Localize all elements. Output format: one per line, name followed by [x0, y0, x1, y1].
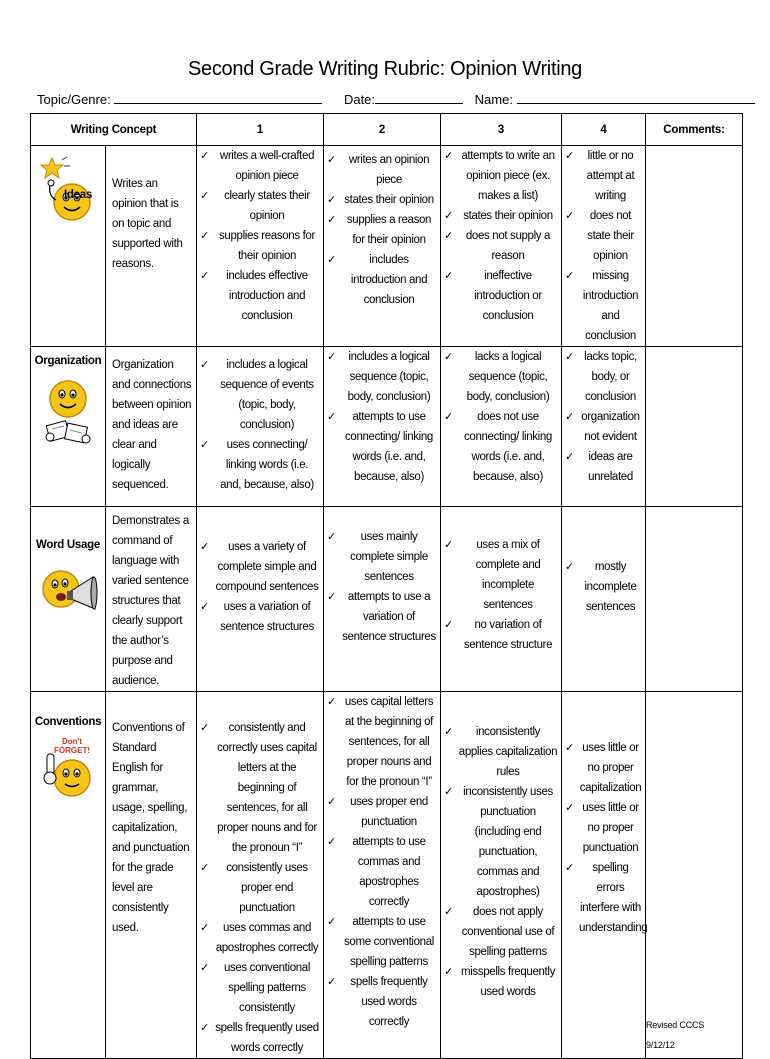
list-item [444, 782, 558, 902]
level-2-cell [324, 507, 441, 692]
header-comments: Comments: [646, 114, 743, 146]
list-item [444, 266, 558, 326]
checkmark-icon: ✓ [444, 906, 453, 918]
checkmark-icon: ✓ [444, 150, 453, 162]
table-row-conventions [31, 692, 743, 1059]
level-2-cell [324, 347, 441, 507]
list-item [200, 718, 320, 858]
concept-cell-organization [31, 347, 106, 507]
name-label: Name: [474, 92, 513, 107]
checkmark-icon: ✓ [565, 802, 574, 814]
criteria-list [444, 535, 558, 655]
list-item [200, 146, 320, 186]
criteria-text: uses mainly complete simple sentences [350, 531, 428, 583]
criteria-list [565, 557, 642, 617]
criteria-list [327, 692, 437, 1032]
criteria-list [200, 718, 320, 1058]
list-item [200, 858, 320, 918]
criteria-text: attempts to use commas and apostrophes correctly [352, 836, 426, 908]
checkmark-icon: ✓ [444, 726, 453, 738]
list-item [327, 792, 437, 832]
checkmark-icon: ✓ [200, 922, 209, 934]
checkmark-icon: ✓ [327, 916, 336, 928]
criteria-list [200, 146, 320, 326]
checkmark-icon: ✓ [444, 619, 453, 631]
checkmark-icon: ✓ [444, 210, 453, 222]
criteria-list [327, 347, 437, 487]
checkmark-icon: ✓ [444, 966, 453, 978]
checkmark-icon: ✓ [327, 531, 336, 543]
list-item [327, 210, 437, 250]
level-1-cell [197, 692, 324, 1059]
checkmark-icon: ✓ [444, 230, 453, 242]
criteria-list [327, 150, 437, 310]
checkmark-icon: ✓ [444, 270, 453, 282]
description-cell: Writes an opinion that is on topic and supported with reasons. [106, 146, 197, 347]
checkmark-icon: ✓ [200, 601, 209, 613]
criteria-text: consistently uses proper end punctuation [226, 862, 308, 914]
criteria-text: lacks topic, body, or conclusion [584, 351, 637, 403]
criteria-text: uses capital letters at the beginning of sentences, for all proper nouns and for the pronoun “I” [344, 696, 434, 788]
criteria-list [444, 347, 558, 487]
level-3-cell [441, 692, 562, 1059]
list-item [444, 535, 558, 615]
criteria-text: attempts to use some conventional spelling patterns [344, 916, 434, 968]
checkmark-icon: ✓ [200, 722, 209, 734]
svg-text:FORGET!: FORGET! [54, 746, 90, 755]
list-item [327, 347, 437, 407]
header-level-2: 2 [324, 114, 441, 146]
checkmark-icon: ✓ [327, 976, 336, 988]
checkmark-icon: ✓ [444, 539, 453, 551]
criteria-text: includes introduction and conclusion [350, 254, 428, 306]
concept-name: Organization [34, 355, 102, 367]
comments-cell[interactable] [646, 347, 743, 507]
checkmark-icon: ✓ [565, 862, 574, 874]
checkmark-icon: ✓ [327, 254, 336, 266]
checkmark-icon: ✓ [565, 270, 574, 282]
concept-cell-conventions [31, 692, 106, 1059]
description-cell: Organization and connections between opinion and ideas are clear and logically sequenced. [106, 347, 197, 507]
checkmark-icon: ✓ [565, 742, 574, 754]
criteria-list [444, 146, 558, 326]
list-item [200, 597, 320, 637]
level-4-cell [562, 347, 646, 507]
criteria-text: misspells frequently used words [461, 966, 555, 998]
criteria-text: includes a logical sequence (topic, body, conclusion) [347, 351, 431, 403]
criteria-text: does not state their opinion [587, 210, 634, 262]
date-label: Date: [343, 92, 376, 107]
criteria-text: includes effective introduction and conclusion [226, 270, 308, 322]
checkmark-icon: ✓ [565, 561, 574, 573]
header-writing-concept: Writing Concept [31, 114, 197, 146]
checkmark-icon: ✓ [327, 696, 336, 708]
criteria-text: missing introduction and conclusion [582, 270, 639, 342]
checkmark-icon: ✓ [200, 190, 209, 202]
revised-note: Revised CCCS 9/12/12 [646, 1020, 705, 1050]
list-item [200, 266, 320, 326]
list-item [565, 858, 648, 938]
level-4-cell [562, 507, 646, 692]
checkmark-icon: ✓ [565, 351, 574, 363]
criteria-text: uses little or no proper punctuation [582, 802, 639, 854]
criteria-text: writes an opinion piece [348, 154, 430, 186]
list-item [565, 206, 642, 266]
criteria-text: supplies a reason for their opinion [346, 214, 432, 246]
checkmark-icon: ✓ [200, 230, 209, 242]
criteria-text: uses a mix of complete and incomplete sentences [475, 539, 541, 611]
checkmark-icon: ✓ [444, 411, 453, 423]
list-item [200, 1018, 320, 1058]
criteria-text: inconsistently uses punctuation (including end punctuation, commas and apostrophes) [463, 786, 553, 898]
name-blank [517, 91, 755, 104]
list-item [444, 902, 558, 962]
level-3-cell [441, 347, 562, 507]
description-cell: Conventions of Standard English for grammar, usage, spelling, capitalization, and punctuation for the grade level are consistently used. [106, 692, 197, 1059]
header-row [31, 114, 743, 146]
topic-blank [114, 91, 322, 104]
checkmark-icon: ✓ [565, 411, 574, 423]
criteria-list [565, 347, 642, 487]
criteria-text: supplies reasons for their opinion [219, 230, 315, 262]
criteria-text: does not apply conventional use of spelling patterns [461, 906, 555, 958]
list-item [327, 150, 437, 190]
level-3-cell [441, 146, 562, 347]
list-item [327, 912, 437, 972]
criteria-text: consistently and correctly uses capital letters at the beginning of sentences, for all proper nouns and for the pronoun “I” [217, 722, 317, 854]
list-item [565, 407, 642, 447]
criteria-list [565, 738, 648, 938]
criteria-text: mostly incomplete sentences [584, 561, 637, 613]
criteria-text: states their opinion [344, 194, 434, 206]
list-item [444, 722, 558, 782]
criteria-text: uses proper end punctuation [350, 796, 428, 828]
checkmark-icon: ✓ [565, 210, 574, 222]
checkmark-icon: ✓ [327, 796, 336, 808]
description-cell: Demonstrates a command of language with varied sentence structures that clearly support the author’s purpose and audience. [106, 507, 197, 692]
criteria-text: spells frequently used words correctly [350, 976, 428, 1028]
table-row-organization [31, 347, 743, 507]
criteria-text: ideas are unrelated [588, 451, 633, 483]
concept-cell-ideas [31, 146, 106, 347]
checkmark-icon: ✓ [444, 786, 453, 798]
criteria-list [444, 722, 558, 1002]
criteria-text: little or no attempt at writing [586, 150, 635, 202]
rubric-table [30, 113, 743, 1059]
list-item [200, 186, 320, 226]
list-item [565, 266, 642, 346]
concept-cell-word-usage [31, 507, 106, 692]
criteria-text: attempts to write an opinion piece (ex. makes a list) [461, 150, 555, 202]
criteria-text: inconsistently applies capitalization rules [458, 726, 558, 778]
criteria-text: spells frequently used words correctly [215, 1022, 319, 1054]
level-1-cell [197, 146, 324, 347]
criteria-text: uses commas and apostrophes correctly [215, 922, 319, 954]
list-item [444, 407, 558, 487]
list-item [200, 958, 320, 1018]
criteria-text: writes a well-crafted opinion piece [219, 150, 315, 182]
list-item [565, 798, 642, 858]
header-level-4: 4 [562, 114, 646, 146]
checkmark-icon: ✓ [200, 862, 209, 874]
list-item [444, 146, 558, 206]
list-item [444, 347, 558, 407]
checkmark-icon: ✓ [327, 591, 336, 603]
criteria-text: includes a logical sequence of events (topic, body, conclusion) [220, 359, 314, 431]
list-item [327, 407, 437, 487]
checkmark-icon: ✓ [565, 451, 574, 463]
organizing-papers-smiley-icon [32, 373, 104, 460]
checkmark-icon: ✓ [565, 150, 574, 162]
list-item [327, 587, 437, 647]
criteria-text: uses a variation of sentence structures [220, 601, 314, 633]
table-row-ideas [31, 146, 743, 347]
date-blank [375, 91, 463, 104]
list-item [327, 692, 437, 792]
criteria-text: spelling errors interfere with understanding [579, 862, 648, 934]
criteria-text: no variation of sentence structure [463, 619, 553, 651]
checkmark-icon: ✓ [327, 194, 336, 206]
criteria-text: does not use connecting/ linking words (i.e. and, because, also) [464, 411, 552, 483]
checkmark-icon: ✓ [200, 359, 209, 371]
dont-forget-smiley-icon [32, 734, 104, 821]
criteria-list [200, 355, 320, 495]
criteria-text: organization not evident [581, 411, 640, 443]
criteria-text: clearly states their opinion [224, 190, 310, 222]
checkmark-icon: ✓ [200, 270, 209, 282]
list-item [200, 537, 320, 597]
header-level-3: 3 [441, 114, 562, 146]
checkmark-icon: ✓ [327, 351, 336, 363]
list-item [200, 435, 320, 495]
checkmark-icon: ✓ [327, 154, 336, 166]
criteria-text: does not supply a reason [465, 230, 551, 262]
list-item [327, 972, 437, 1032]
megaphone-smiley-icon [32, 557, 104, 626]
comments-cell[interactable] [646, 507, 743, 692]
criteria-list [200, 537, 320, 637]
criteria-text: lacks a logical sequence (topic, body, conclusion) [466, 351, 550, 403]
criteria-text: uses conventional spelling patterns consistently [223, 962, 311, 1014]
criteria-text: ineffective introduction or conclusion [474, 270, 542, 322]
list-item [200, 355, 320, 435]
criteria-text: uses a variety of complete simple and compound sentences [215, 541, 319, 593]
criteria-text: attempts to use connecting/ linking words (i.e. and, because, also) [345, 411, 433, 483]
header-level-1: 1 [197, 114, 324, 146]
criteria-text: states their opinion [463, 210, 553, 222]
list-item [565, 447, 642, 487]
level-3-cell [441, 507, 562, 692]
header-fields [37, 91, 755, 107]
topic-label: Topic/Genre: [37, 92, 111, 107]
list-item [565, 557, 642, 617]
list-item [327, 832, 437, 912]
criteria-list [327, 527, 437, 647]
comments-cell[interactable] [646, 146, 743, 347]
criteria-list [565, 146, 642, 346]
criteria-text: uses connecting/ linking words (i.e. and, because, also) [220, 439, 314, 491]
checkmark-icon: ✓ [200, 1022, 209, 1034]
checkmark-icon: ✓ [327, 411, 336, 423]
comments-cell[interactable] [646, 692, 743, 1059]
level-1-cell [197, 507, 324, 692]
concept-name: Word Usage [36, 539, 100, 551]
list-item [327, 250, 437, 310]
list-item [444, 962, 558, 1002]
list-item [565, 738, 642, 798]
level-2-cell [324, 146, 441, 347]
checkmark-icon: ✓ [327, 214, 336, 226]
checkmark-icon: ✓ [200, 150, 209, 162]
page-title: Second Grade Writing Rubric: Opinion Writing [187, 58, 583, 80]
concept-name: Conventions [34, 716, 102, 728]
list-item [200, 918, 320, 958]
list-item [444, 615, 558, 655]
checkmark-icon: ✓ [327, 836, 336, 848]
checkmark-icon: ✓ [200, 962, 209, 974]
concept-name: Ideas [64, 189, 92, 201]
criteria-text: uses little or no proper capitalization [579, 742, 642, 794]
checkmark-icon: ✓ [444, 351, 453, 363]
level-4-cell [562, 146, 646, 347]
checkmark-icon: ✓ [200, 541, 209, 553]
level-4-cell [562, 692, 646, 1059]
list-item [565, 146, 642, 206]
criteria-text: attempts to use a variation of sentence structures [342, 591, 436, 643]
list-item [200, 226, 320, 266]
list-item [327, 190, 437, 210]
svg-text:Don't: Don't [61, 737, 83, 746]
checkmark-icon: ✓ [200, 439, 209, 451]
list-item [327, 527, 437, 587]
list-item [444, 226, 558, 266]
level-1-cell [197, 347, 324, 507]
list-item [444, 206, 558, 226]
table-row-word-usage [31, 507, 743, 692]
list-item [565, 347, 642, 407]
level-2-cell [324, 692, 441, 1059]
